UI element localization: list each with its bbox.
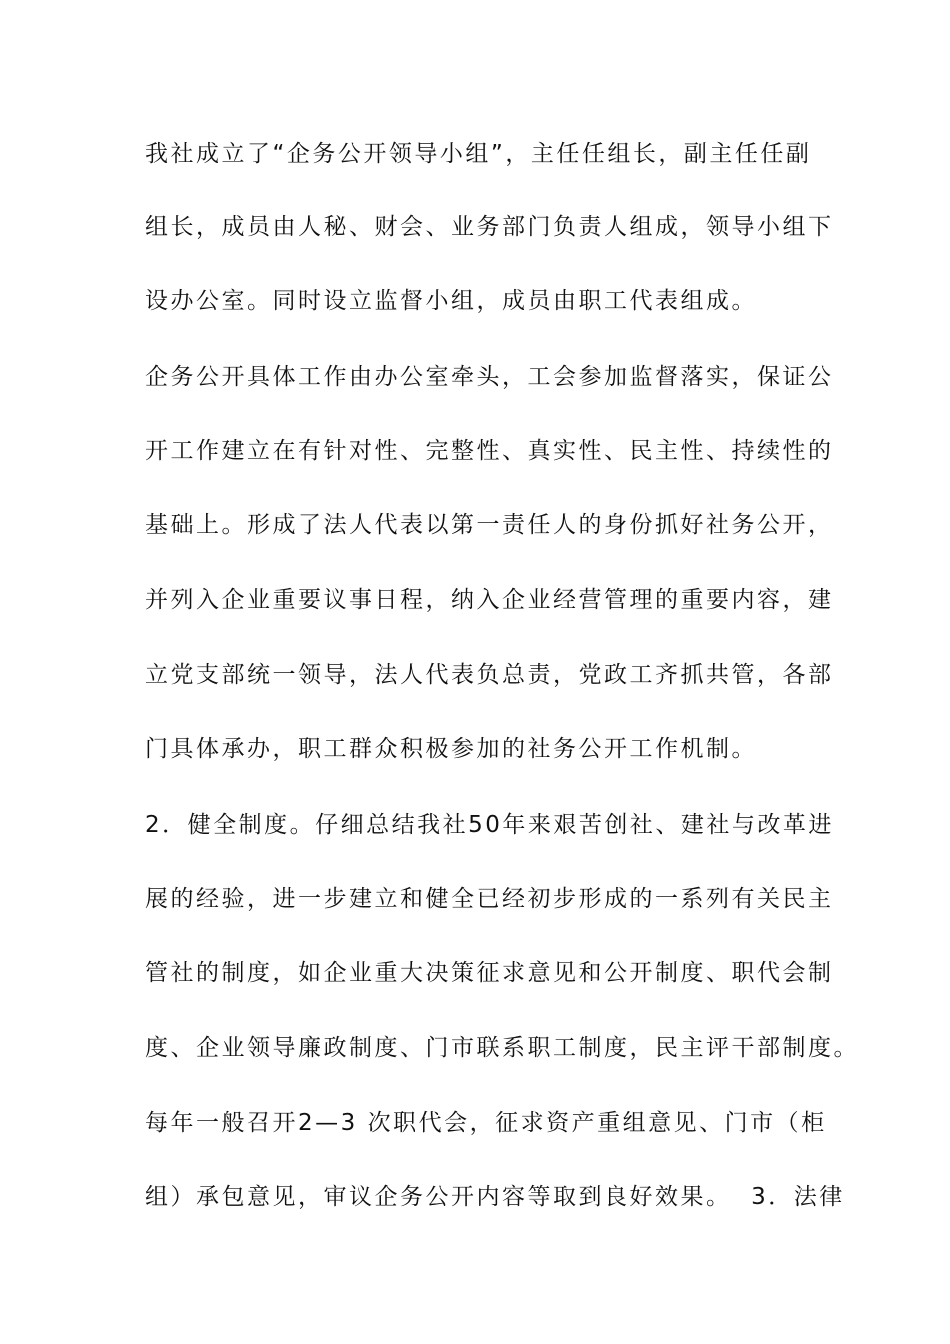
text-line: 门具体承办，职工群众积极参加的社务公开工作机制。 [145, 736, 757, 762]
text-line: 展的经验，进一步建立和健全已经初步形成的一系列有关民主 [145, 886, 834, 912]
text-line: 每年一般召开2—3 次职代会，征求资产重组意见、门市（柜 [145, 1110, 827, 1136]
text-line: 我社成立了“企务公开领导小组”，主任任组长，副主任任副 [145, 141, 812, 167]
text-line: 立党支部统一领导，法人代表负总责，党政工齐抓共管，各部 [145, 662, 834, 688]
text-line: 企务公开具体工作由办公室牵头，工会参加监督落实，保证公 [145, 364, 834, 390]
text-line: 管社的制度，如企业重大决策征求意见和公开制度、职代会制 [145, 960, 834, 986]
text-line: 度、企业领导廉政制度、门市联系职工制度，民主评干部制度。 [145, 1035, 859, 1061]
text-line: 基础上。形成了法人代表以第一责任人的身份抓好社务公开， [145, 512, 834, 538]
text-line: 并列入企业重要议事日程，纳入企业经营管理的重要内容，建 [145, 587, 834, 613]
text-line: 组）承包意见，审议企务公开内容等取到良好效果。 3．法律 [145, 1184, 845, 1210]
text-line: 设办公室。同时设立监督小组，成员由职工代表组成。 [145, 288, 757, 314]
text-line: 组长，成员由人秘、财会、业务部门负责人组成，领导小组下 [145, 214, 834, 240]
text-line: 开工作建立在有针对性、完整性、真实性、民主性、持续性的 [145, 438, 834, 464]
text-line: 2．健全制度。仔细总结我社50年来艰苦创社、建社与改革进 [145, 812, 834, 838]
